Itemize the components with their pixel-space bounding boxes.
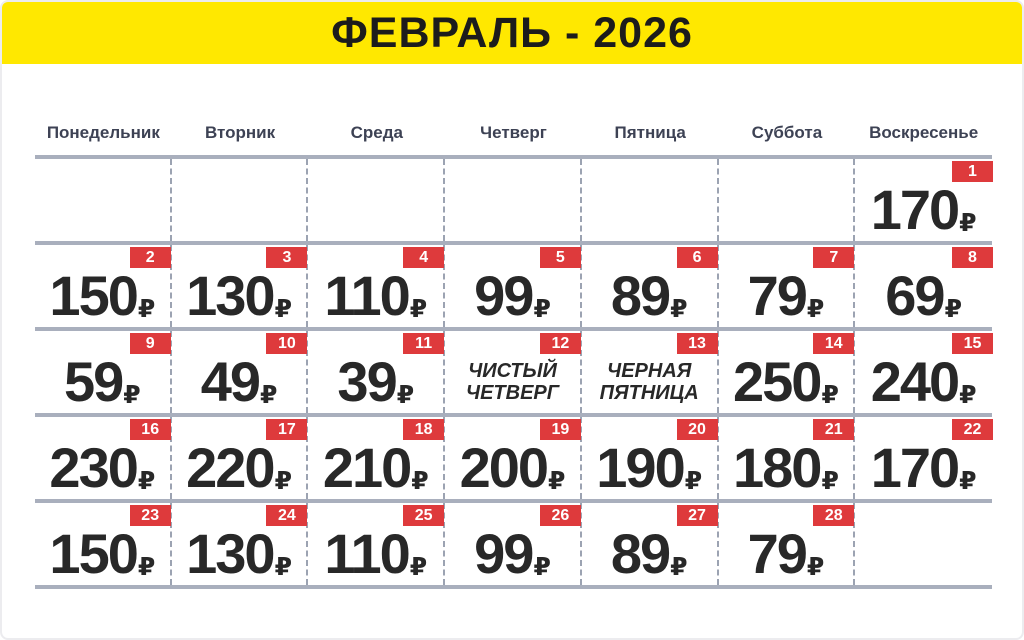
price bbox=[582, 436, 717, 499]
day-number-badge: 14 bbox=[813, 333, 854, 354]
day-number-badge: 10 bbox=[266, 333, 307, 354]
price-number: 39 bbox=[337, 350, 396, 413]
empty-cell bbox=[308, 159, 445, 241]
empty-cell bbox=[855, 503, 992, 585]
calendar-title: ФЕВРАЛЬ - 2026 bbox=[331, 8, 693, 57]
price bbox=[855, 264, 992, 327]
price-number: 170 bbox=[870, 178, 959, 241]
day-number-badge: 24 bbox=[266, 505, 307, 526]
price bbox=[35, 264, 170, 327]
ruble-sign: ₽ bbox=[409, 553, 428, 581]
price-number: 69 bbox=[885, 264, 944, 327]
ruble-sign: ₽ bbox=[684, 467, 703, 495]
ruble-sign: ₽ bbox=[944, 295, 962, 323]
day-number-badge: 26 bbox=[540, 505, 581, 526]
special-day-label-clean-thursday: ЧИСТЫЙ ЧЕТВЕРГ bbox=[465, 359, 560, 404]
ruble-sign: ₽ bbox=[806, 295, 825, 323]
price-number: 99 bbox=[474, 522, 533, 585]
price-number: 250 bbox=[733, 350, 821, 413]
price-number: 99 bbox=[474, 264, 533, 327]
weekday-monday: Понедельник bbox=[46, 123, 160, 142]
ruble-sign: ₽ bbox=[274, 295, 292, 323]
day-number-badge: 3 bbox=[266, 247, 307, 268]
price-number: 210 bbox=[322, 436, 411, 499]
price-number: 200 bbox=[459, 436, 547, 499]
price bbox=[719, 350, 854, 413]
price bbox=[582, 264, 717, 327]
day-cell-27 bbox=[582, 503, 719, 585]
price bbox=[445, 522, 580, 585]
ruble-sign: ₽ bbox=[533, 295, 551, 323]
ruble-sign: ₽ bbox=[411, 467, 429, 495]
empty-cell bbox=[582, 159, 719, 241]
price-number: 180 bbox=[733, 436, 821, 499]
week-row-4 bbox=[35, 413, 992, 499]
day-number-badge: 21 bbox=[813, 419, 854, 440]
empty-cell bbox=[35, 159, 172, 241]
day-cell-17 bbox=[172, 417, 309, 499]
price-number: 220 bbox=[186, 436, 274, 499]
weekday-wednesday: Среда bbox=[350, 123, 403, 142]
ruble-sign: ₽ bbox=[821, 467, 839, 495]
ruble-sign: ₽ bbox=[821, 381, 839, 409]
ruble-sign: ₽ bbox=[274, 467, 292, 495]
day-cell-23 bbox=[35, 503, 172, 585]
day-cell-18 bbox=[308, 417, 445, 499]
day-number-badge: 19 bbox=[540, 419, 581, 440]
weekday-tuesday: Вторник bbox=[204, 123, 276, 142]
day-cell-19 bbox=[445, 417, 582, 499]
day-cell-7 bbox=[719, 245, 856, 327]
price bbox=[719, 264, 854, 327]
day-cell-16 bbox=[35, 417, 172, 499]
price bbox=[855, 350, 992, 413]
price bbox=[172, 522, 307, 585]
ruble-sign: ₽ bbox=[260, 381, 278, 409]
weekday-header-row bbox=[35, 123, 992, 143]
ruble-sign: ₽ bbox=[137, 553, 156, 581]
day-cell-25 bbox=[308, 503, 445, 585]
price bbox=[35, 350, 170, 413]
empty-cell bbox=[172, 159, 309, 241]
price-number: 89 bbox=[610, 522, 670, 585]
price bbox=[172, 264, 307, 327]
ruble-sign: ₽ bbox=[409, 295, 428, 323]
ruble-sign: ₽ bbox=[959, 381, 977, 409]
empty-cell bbox=[719, 159, 856, 241]
price-number: 110 bbox=[324, 522, 409, 585]
week-row-5 bbox=[35, 499, 992, 585]
price-number: 49 bbox=[200, 350, 259, 413]
day-number-badge: 16 bbox=[130, 419, 171, 440]
ruble-sign: ₽ bbox=[670, 553, 688, 581]
ruble-sign: ₽ bbox=[137, 467, 156, 495]
day-cell-1 bbox=[855, 159, 992, 241]
day-cell-6 bbox=[582, 245, 719, 327]
day-number-badge: 9 bbox=[130, 333, 171, 354]
day-cell-9 bbox=[35, 331, 172, 413]
day-number-badge: 25 bbox=[403, 505, 444, 526]
price bbox=[308, 436, 443, 499]
price bbox=[719, 436, 854, 499]
day-number-badge: 7 bbox=[813, 247, 854, 268]
title-band bbox=[2, 2, 1022, 64]
day-number-badge: 22 bbox=[952, 419, 993, 440]
empty-cell bbox=[445, 159, 582, 241]
ruble-sign: ₽ bbox=[806, 553, 825, 581]
price-number: 230 bbox=[49, 436, 137, 499]
day-number-badge: 8 bbox=[952, 247, 993, 268]
day-cell-14 bbox=[719, 331, 856, 413]
ruble-sign: ₽ bbox=[123, 381, 141, 409]
special-day-label-black-friday: ЧЕРНАЯ ПЯТНИЦА bbox=[599, 359, 699, 404]
day-number-badge: 15 bbox=[952, 333, 993, 354]
day-cell-20 bbox=[582, 417, 719, 499]
ruble-sign: ₽ bbox=[548, 467, 566, 495]
price-number: 150 bbox=[49, 264, 137, 327]
day-number-badge: 17 bbox=[266, 419, 307, 440]
day-cell-26 bbox=[445, 503, 582, 585]
price bbox=[308, 522, 443, 585]
day-number-badge: 20 bbox=[677, 419, 718, 440]
day-cell-15 bbox=[855, 331, 992, 413]
grid-bottom-line bbox=[35, 585, 992, 589]
day-cell-8 bbox=[855, 245, 992, 327]
weekday-thursday: Четверг bbox=[480, 123, 547, 142]
price bbox=[445, 264, 580, 327]
price-number: 110 bbox=[324, 264, 409, 327]
day-cell-5 bbox=[445, 245, 582, 327]
day-cell-12 bbox=[445, 331, 582, 413]
price bbox=[582, 522, 717, 585]
day-cell-28 bbox=[719, 503, 856, 585]
price bbox=[172, 350, 307, 413]
day-cell-24 bbox=[172, 503, 309, 585]
day-cell-11 bbox=[308, 331, 445, 413]
day-number-badge: 23 bbox=[130, 505, 171, 526]
price-number: 170 bbox=[870, 436, 959, 499]
ruble-sign: ₽ bbox=[959, 467, 977, 495]
ruble-sign: ₽ bbox=[396, 381, 415, 409]
price bbox=[308, 264, 443, 327]
price bbox=[35, 436, 170, 499]
day-number-badge: 5 bbox=[540, 247, 581, 268]
day-cell-13 bbox=[582, 331, 719, 413]
day-number-badge: 18 bbox=[403, 419, 444, 440]
day-cell-10 bbox=[172, 331, 309, 413]
weekday-sunday: Воскресенье bbox=[869, 123, 979, 142]
price bbox=[855, 178, 992, 241]
day-number-badge: 6 bbox=[677, 247, 718, 268]
ruble-sign: ₽ bbox=[959, 209, 977, 237]
day-number-badge: 11 bbox=[403, 333, 444, 354]
day-number-badge: 27 bbox=[677, 505, 718, 526]
day-number-badge: 4 bbox=[403, 247, 444, 268]
ruble-sign: ₽ bbox=[670, 295, 688, 323]
price-number: 79 bbox=[747, 522, 806, 585]
price-number: 130 bbox=[186, 264, 274, 327]
price-number: 59 bbox=[64, 350, 123, 413]
ruble-sign: ₽ bbox=[533, 553, 551, 581]
price-number: 190 bbox=[596, 436, 684, 499]
day-number-badge: 2 bbox=[130, 247, 171, 268]
price bbox=[172, 436, 307, 499]
day-number-badge: 28 bbox=[813, 505, 854, 526]
ruble-sign: ₽ bbox=[137, 295, 156, 323]
price bbox=[719, 522, 854, 585]
price-number: 240 bbox=[870, 350, 959, 413]
price-number: 150 bbox=[49, 522, 137, 585]
day-cell-2 bbox=[35, 245, 172, 327]
day-number-badge: 13 bbox=[677, 333, 718, 354]
day-number-badge: 12 bbox=[540, 333, 581, 354]
price bbox=[35, 522, 170, 585]
week-row-3 bbox=[35, 327, 992, 413]
day-cell-4 bbox=[308, 245, 445, 327]
price bbox=[855, 436, 992, 499]
day-cell-22 bbox=[855, 417, 992, 499]
day-cell-3 bbox=[172, 245, 309, 327]
day-cell-21 bbox=[719, 417, 856, 499]
price-number: 130 bbox=[186, 522, 274, 585]
weekday-saturday: Суббота bbox=[751, 123, 823, 142]
calendar-grid bbox=[35, 155, 992, 589]
week-row-1 bbox=[35, 155, 992, 241]
week-row-2 bbox=[35, 241, 992, 327]
price-number: 79 bbox=[747, 264, 806, 327]
price-number: 89 bbox=[610, 264, 670, 327]
ruble-sign: ₽ bbox=[274, 553, 292, 581]
day-number-badge: 1 bbox=[952, 161, 993, 182]
price bbox=[308, 350, 443, 413]
weekday-friday: Пятница bbox=[614, 123, 686, 142]
price bbox=[445, 436, 580, 499]
